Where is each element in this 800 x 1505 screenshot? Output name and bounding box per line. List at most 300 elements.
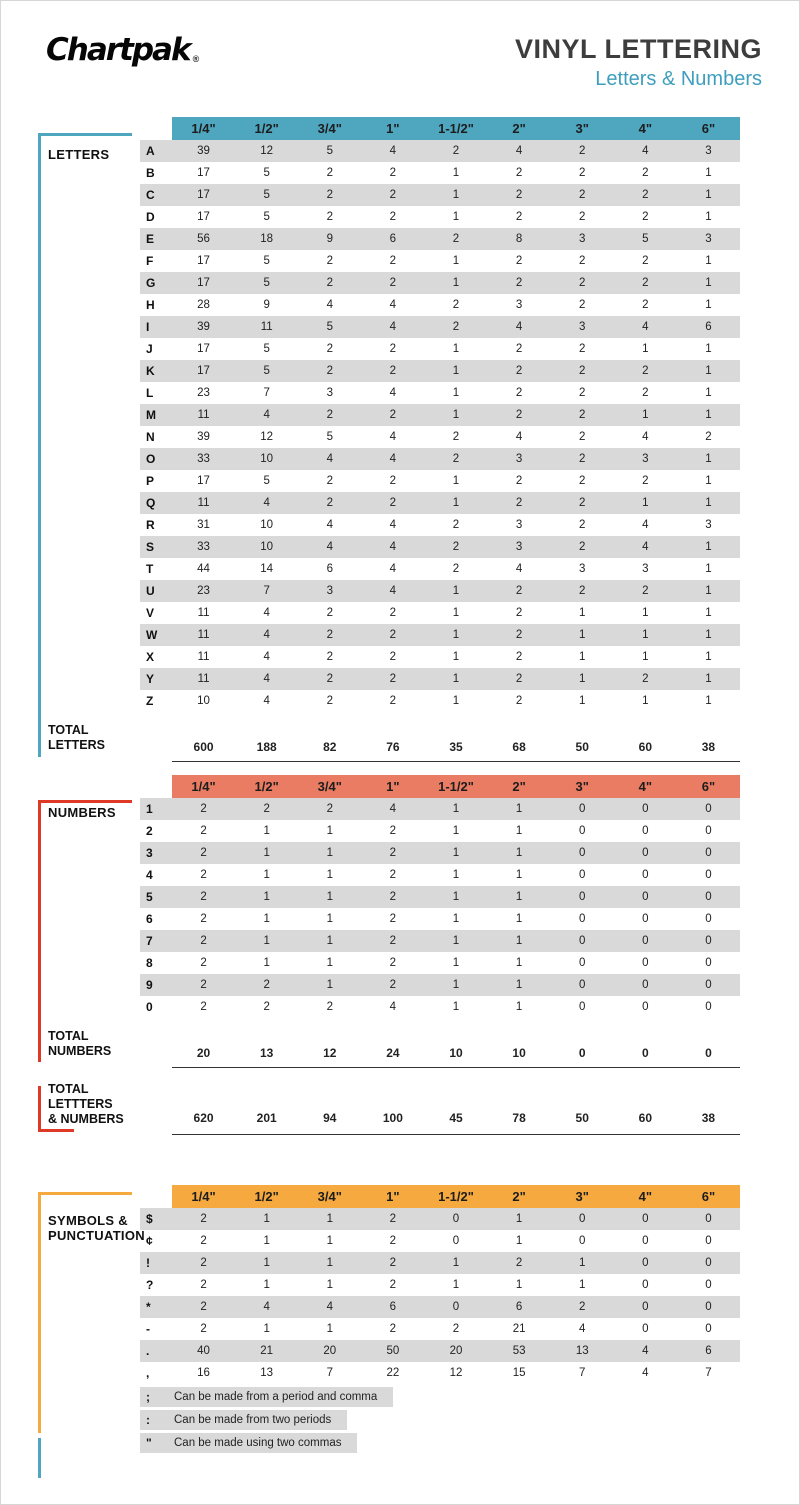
value-cell: 2 (263, 803, 270, 815)
value-cell: 2 (326, 211, 333, 223)
value-cell: 2 (389, 189, 397, 201)
value-cell: 1 (705, 695, 712, 707)
value-cell: 2 (263, 979, 270, 991)
value-cell: 0 (705, 847, 712, 859)
total-value-cell: 13 (259, 1046, 274, 1060)
numbers-totals-row (48, 1027, 740, 1061)
value-cell: 2 (515, 673, 523, 685)
size-header-cell: 6" (701, 121, 716, 136)
value-cell: 4 (642, 321, 649, 333)
value-cell: 0 (642, 1301, 649, 1313)
letters-total-label (48, 723, 168, 753)
value-cell: 2 (579, 541, 586, 553)
value-cell: 2 (389, 891, 397, 903)
size-header-cell: 1" (386, 1189, 400, 1204)
value-cell: 1 (452, 167, 460, 179)
row-label: G (146, 276, 156, 290)
table-row (140, 798, 740, 820)
value-cell: 2 (389, 409, 397, 421)
row-label: D (146, 210, 155, 224)
grand-total-divider-rule (172, 1134, 740, 1135)
size-header-cell: 3" (575, 779, 589, 794)
value-cell: 2 (389, 1213, 397, 1225)
value-cell: 1 (263, 825, 270, 837)
value-cell: 1 (326, 891, 333, 903)
value-cell: 5 (263, 189, 270, 201)
value-cell: 0 (705, 1257, 712, 1269)
total-value-cell: 12 (323, 1046, 337, 1060)
value-cell: 3 (579, 321, 586, 333)
symbols-table-section (0, 1185, 800, 1456)
row-label: 7 (146, 934, 153, 948)
table-row (140, 646, 740, 668)
row-label: Q (146, 496, 156, 510)
size-header-cell: 1/2" (254, 1189, 279, 1204)
value-cell: 2 (642, 167, 649, 179)
value-cell: 0 (705, 1301, 712, 1313)
total-value-cell: 0 (641, 1046, 649, 1060)
table-row (140, 908, 740, 930)
table-row (140, 360, 740, 382)
table-row (140, 162, 740, 184)
value-cell: 4 (515, 321, 523, 333)
value-cell: 2 (515, 167, 523, 179)
total-value-cell: 45 (449, 1111, 463, 1125)
value-cell: 1 (579, 607, 586, 619)
value-cell: 6 (326, 563, 333, 575)
value-cell: 2 (389, 1235, 397, 1247)
value-cell: 0 (579, 847, 586, 859)
value-cell: 1 (263, 935, 270, 947)
row-label: O (146, 452, 156, 466)
value-cell: 2 (200, 1257, 207, 1269)
value-cell: 2 (579, 431, 586, 443)
total-value-cell: 620 (193, 1111, 214, 1125)
value-cell: 2 (452, 145, 460, 157)
size-header-cell: 4" (638, 779, 653, 794)
value-cell: 2 (515, 409, 523, 421)
value-cell: 23 (197, 585, 210, 597)
value-cell: 1 (263, 1235, 270, 1247)
value-cell: 1 (452, 847, 460, 859)
value-cell: 17 (197, 211, 210, 223)
value-cell: 1 (452, 629, 460, 641)
value-cell: 4 (263, 607, 270, 619)
value-cell: 1 (326, 869, 333, 881)
value-cell: 2 (326, 167, 333, 179)
table-row (140, 448, 740, 470)
value-cell: 1 (326, 979, 333, 991)
grand-total-label (48, 1082, 124, 1127)
grand-total-label-line2: LETTTERS (48, 1097, 113, 1111)
value-cell: 1 (452, 803, 460, 815)
table-row (140, 624, 740, 646)
table-row (140, 470, 740, 492)
value-cell: 4 (389, 803, 397, 815)
value-cell: 39 (197, 431, 210, 443)
value-cell: 3 (705, 233, 712, 245)
value-cell: 1 (642, 607, 649, 619)
numbers-size-header-row (172, 775, 740, 798)
value-cell: 1 (705, 497, 712, 509)
value-cell: 1 (452, 913, 460, 925)
value-cell: 3 (579, 233, 586, 245)
value-cell: 4 (389, 585, 397, 597)
value-cell: 9 (326, 233, 333, 245)
value-cell: 1 (326, 957, 333, 969)
value-cell: 2 (326, 803, 333, 815)
value-cell: 2 (200, 1279, 207, 1291)
value-cell: 2 (515, 497, 523, 509)
grand-total-label-line3: & NUMBERS (48, 1112, 124, 1126)
row-label: 4 (146, 868, 153, 882)
value-cell: 1 (452, 1001, 460, 1013)
value-cell: 2 (389, 607, 397, 619)
value-cell: 1 (705, 211, 712, 223)
value-cell: 1 (515, 1279, 523, 1291)
value-cell: 6 (705, 1345, 712, 1357)
table-row (140, 886, 740, 908)
value-cell: 1 (705, 541, 712, 553)
size-header-cell: 1/2" (254, 121, 279, 136)
table-row (140, 974, 740, 996)
value-cell: 2 (263, 1001, 270, 1013)
value-cell: 1 (705, 167, 712, 179)
value-cell: 2 (389, 869, 397, 881)
symbol-note-row (140, 1433, 357, 1453)
value-cell: 5 (326, 145, 333, 157)
value-cell: 2 (452, 233, 460, 245)
value-cell: 28 (197, 299, 210, 311)
value-cell: 1 (452, 825, 460, 837)
value-cell: 7 (579, 1367, 586, 1379)
value-cell: 10 (260, 519, 274, 531)
value-cell: 2 (515, 585, 523, 597)
value-cell: 7 (326, 1367, 333, 1379)
value-cell: 2 (579, 475, 586, 487)
value-cell: 4 (389, 299, 397, 311)
value-cell: 4 (326, 541, 333, 553)
value-cell: 12 (449, 1367, 463, 1379)
value-cell: 2 (642, 585, 649, 597)
value-cell: 4 (389, 453, 397, 465)
size-header-cell: 1" (386, 779, 400, 794)
size-header-cell: 3" (575, 1189, 589, 1204)
row-label: 6 (146, 912, 153, 926)
table-row (140, 580, 740, 602)
value-cell: 2 (200, 1001, 207, 1013)
table-row (140, 930, 740, 952)
letters-divider-rule (172, 761, 740, 762)
value-cell: 2 (452, 431, 460, 443)
value-cell: 1 (452, 673, 460, 685)
value-cell: 5 (263, 211, 270, 223)
value-cell: 2 (389, 497, 397, 509)
value-cell: 2 (452, 321, 460, 333)
value-cell: 2 (389, 957, 397, 969)
value-cell: 1 (263, 847, 270, 859)
row-label: 3 (146, 846, 153, 860)
value-cell: 2 (642, 255, 649, 267)
value-cell: 3 (705, 145, 712, 157)
row-label: . (146, 1344, 150, 1358)
value-cell: 1 (642, 497, 649, 509)
value-cell: 2 (200, 913, 207, 925)
value-cell: 0 (579, 979, 586, 991)
value-cell: 1 (642, 651, 649, 663)
value-cell: 1 (705, 365, 712, 377)
value-cell: 0 (642, 1235, 649, 1247)
value-cell: 0 (642, 1279, 649, 1291)
table-row (140, 558, 740, 580)
value-cell: 2 (452, 299, 460, 311)
value-cell: 3 (642, 453, 649, 465)
size-header-cell: 2" (512, 779, 526, 794)
value-cell: 1 (705, 585, 712, 597)
value-cell: 3 (515, 299, 523, 311)
value-cell: 2 (579, 167, 586, 179)
value-cell: 2 (579, 189, 586, 201)
row-label: , (146, 1366, 150, 1380)
value-cell: 11 (260, 321, 273, 333)
value-cell: 11 (197, 629, 210, 641)
value-cell: 56 (197, 233, 210, 245)
value-cell: 10 (197, 695, 210, 707)
value-cell: 2 (326, 409, 333, 421)
value-cell: 2 (200, 1213, 207, 1225)
value-cell: 4 (263, 651, 270, 663)
value-cell: 13 (575, 1345, 589, 1357)
value-cell: 2 (200, 869, 207, 881)
size-header-cell: 3/4" (317, 1189, 342, 1204)
value-cell: 2 (389, 979, 397, 991)
value-cell: 2 (326, 607, 333, 619)
value-cell: 0 (642, 825, 649, 837)
value-cell: 1 (515, 825, 523, 837)
value-cell: 6 (705, 321, 712, 333)
value-cell: 1 (452, 935, 460, 947)
value-cell: 33 (197, 541, 210, 553)
value-cell: 5 (263, 343, 270, 355)
value-cell: 2 (515, 629, 523, 641)
chartpak-logo-text: Chartpak (46, 32, 190, 68)
value-cell: 12 (260, 431, 274, 443)
size-header-cell: 1/4" (191, 121, 216, 136)
value-cell: 1 (705, 277, 712, 289)
value-cell: 17 (197, 277, 210, 289)
value-cell: 0 (705, 825, 712, 837)
table-row (140, 514, 740, 536)
value-cell: 1 (579, 1257, 586, 1269)
value-cell: 4 (642, 541, 649, 553)
row-label: K (146, 364, 155, 378)
value-cell: 0 (579, 869, 586, 881)
symbols-size-header-row (172, 1185, 740, 1208)
value-cell: 0 (642, 1001, 649, 1013)
table-row (140, 1296, 740, 1318)
value-cell: 0 (705, 1001, 712, 1013)
value-cell: 4 (389, 541, 397, 553)
row-label: A (146, 144, 155, 158)
value-cell: 53 (512, 1345, 526, 1357)
total-value-cell: 0 (578, 1046, 586, 1060)
value-cell: 0 (452, 1235, 460, 1247)
value-cell: 1 (452, 979, 460, 991)
row-label: H (146, 298, 155, 312)
value-cell: 4 (579, 1323, 586, 1335)
value-cell: 1 (705, 475, 712, 487)
size-header-cell: 1-1/2" (438, 779, 474, 794)
value-cell: 5 (263, 475, 270, 487)
value-cell: 2 (579, 145, 586, 157)
value-cell: 1 (326, 913, 333, 925)
value-cell: 1 (263, 913, 270, 925)
table-row (140, 272, 740, 294)
value-cell: 2 (389, 935, 397, 947)
value-cell: 1 (263, 1279, 270, 1291)
value-cell: 44 (197, 563, 210, 575)
value-cell: 2 (389, 1323, 397, 1335)
value-cell: 1 (452, 387, 460, 399)
value-cell: 3 (326, 585, 333, 597)
value-cell: 2 (200, 1235, 207, 1247)
value-cell: 0 (579, 935, 586, 947)
value-cell: 14 (260, 563, 274, 575)
value-cell: 10 (260, 541, 274, 553)
value-cell: 1 (263, 891, 270, 903)
table-row (140, 184, 740, 206)
table-row (140, 1274, 740, 1296)
size-header-cell: 4" (638, 1189, 653, 1204)
value-cell: 2 (452, 519, 460, 531)
symbol-note-row (140, 1387, 393, 1407)
table-row (140, 820, 740, 842)
value-cell: 0 (579, 1001, 586, 1013)
row-label: 5 (146, 890, 153, 904)
value-cell: 4 (263, 497, 270, 509)
value-cell: 1 (579, 695, 586, 707)
row-label: B (146, 166, 155, 180)
total-value-cell: 60 (638, 1111, 652, 1125)
value-cell: 2 (200, 1301, 207, 1313)
value-cell: 0 (642, 1257, 649, 1269)
size-header-cell: 3/4" (317, 121, 342, 136)
value-cell: 0 (579, 803, 586, 815)
value-cell: 2 (515, 1257, 523, 1269)
value-cell: 1 (579, 629, 586, 641)
value-cell: 1 (326, 1235, 333, 1247)
value-cell: 2 (515, 387, 523, 399)
value-cell: 4 (389, 145, 397, 157)
value-cell: 11 (197, 651, 210, 663)
value-cell: 7 (263, 387, 270, 399)
value-cell: 2 (642, 277, 649, 289)
row-label: ; (146, 1390, 150, 1404)
value-cell: 0 (705, 913, 712, 925)
value-cell: 2 (579, 343, 586, 355)
row-label: P (146, 474, 155, 488)
value-cell: 0 (642, 1323, 649, 1335)
value-cell: 2 (515, 277, 523, 289)
row-label: ¢ (146, 1234, 153, 1248)
table-row (140, 1340, 740, 1362)
value-cell: 2 (389, 629, 397, 641)
value-cell: 1 (705, 673, 712, 685)
table-row (140, 250, 740, 272)
value-cell: 1 (515, 1235, 523, 1247)
value-cell: 2 (326, 629, 333, 641)
value-cell: 1 (705, 343, 712, 355)
value-cell: 4 (389, 1001, 397, 1013)
size-header-cell: 1" (386, 121, 400, 136)
letters-size-header-row (172, 117, 740, 140)
value-cell: 1 (642, 409, 649, 421)
value-cell: 2 (579, 387, 586, 399)
value-cell: 4 (263, 629, 270, 641)
value-cell: 20 (449, 1345, 463, 1357)
value-cell: 2 (579, 299, 586, 311)
table-row (140, 382, 740, 404)
value-cell: 1 (452, 585, 460, 597)
letters-total-values (172, 739, 740, 755)
value-cell: 0 (705, 935, 712, 947)
row-label: 1 (146, 802, 153, 816)
value-cell: 0 (642, 847, 649, 859)
value-cell: 4 (515, 431, 523, 443)
numbers-total-label-line2: NUMBERS (48, 1044, 112, 1058)
value-cell: 1 (642, 695, 649, 707)
value-cell: 0 (579, 1235, 586, 1247)
value-cell: 1 (452, 255, 460, 267)
table-row (140, 1208, 740, 1230)
value-cell: 2 (579, 497, 586, 509)
total-value-cell: 188 (256, 740, 277, 754)
value-cell: 2 (326, 1001, 333, 1013)
value-cell: 6 (389, 233, 397, 245)
numbers-table-section (0, 775, 800, 1068)
value-cell: 3 (705, 519, 712, 531)
row-label: S (146, 540, 155, 554)
value-cell: 2 (579, 255, 586, 267)
value-cell: 2 (642, 189, 649, 201)
value-cell: 4 (389, 563, 397, 575)
size-header-cell: 6" (701, 779, 716, 794)
value-cell: 2 (389, 1257, 397, 1269)
value-cell: 12 (260, 145, 274, 157)
value-cell: 1 (452, 343, 460, 355)
value-cell: 1 (515, 847, 523, 859)
value-cell: 0 (579, 1213, 586, 1225)
value-cell: 2 (642, 299, 649, 311)
total-value-cell: 78 (512, 1111, 526, 1125)
value-cell: 1 (705, 563, 712, 575)
value-cell: 1 (452, 695, 460, 707)
value-cell: 0 (579, 957, 586, 969)
value-cell: 2 (515, 365, 523, 377)
value-cell: 1 (452, 475, 460, 487)
value-cell: 2 (579, 1301, 586, 1313)
numbers-table-body (0, 798, 800, 1018)
value-cell: 4 (389, 431, 397, 443)
value-cell: 2 (515, 255, 523, 267)
value-cell: 2 (389, 277, 397, 289)
value-cell: 2 (642, 387, 649, 399)
value-cell: 1 (326, 935, 333, 947)
value-cell: 23 (197, 387, 210, 399)
value-cell: 0 (705, 979, 712, 991)
value-cell: 2 (200, 891, 207, 903)
row-label: * (146, 1300, 151, 1314)
